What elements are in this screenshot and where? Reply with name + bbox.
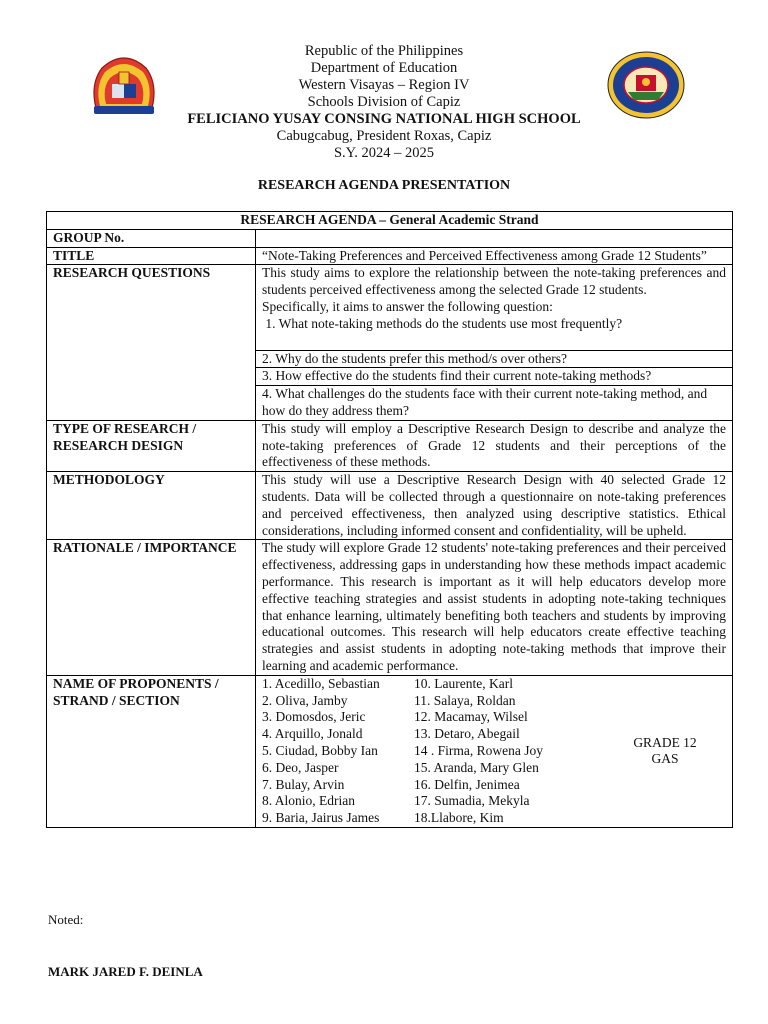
title-value: “Note-Taking Preferences and Perceived Effectiveness among Grade 12 Students” — [256, 247, 733, 265]
proponent-name: 4. Arquillo, Jonald — [262, 726, 363, 742]
noted-label: Noted: — [48, 912, 84, 927]
rq-intro: This study aims to explore the relationship between the note-taking preferences and students perceived effectiveness among the selected Grade 12 students. — [262, 265, 726, 298]
school-address: Cabugcabug, President Roxas, Capiz — [276, 128, 492, 144]
proponent-name: 5. Ciudad, Bobby Ian — [262, 742, 378, 758]
proponent-name: 16. Delfin, Jenimea — [414, 776, 520, 792]
proponent-name: 8. Alonio, Edrian — [262, 793, 355, 809]
methodology-label: METHODOLOGY — [47, 472, 256, 540]
proponent-name: 13. Detaro, Abegail — [414, 726, 520, 742]
header-line-3: Western Visayas – Region IV — [298, 77, 470, 93]
school-year: S.Y. 2024 – 2025 — [333, 145, 435, 161]
proponent-name: 1. Acedillo, Sebastian — [262, 675, 380, 691]
proponents-column-1 — [262, 676, 414, 827]
document-title: RESEARCH AGENDA PRESENTATION — [257, 178, 511, 193]
header-line-4: Schools Division of Capiz — [307, 94, 461, 110]
rq-spacer — [262, 333, 726, 350]
proponent-name: 11. Salaya, Roldan — [414, 692, 516, 708]
proponent-name: 10. Laurente, Karl — [414, 675, 513, 691]
rq-question-1: 1. What note-taking methods do the students use most frequently? — [262, 315, 623, 331]
group-label: GROUP No. — [47, 229, 256, 247]
strand-label: GAS — [651, 751, 679, 767]
table-row — [47, 229, 733, 247]
proponents-column-2 — [414, 676, 624, 827]
methodology-value: This study will use a Descriptive Research Design with 40 selected Grade 12 students. Data will be collected through a questionnaire on note-taking preferences and perceived effectiveness, then analyzed using descriptive statistics. Ethical considerations, including informed consent and confidentiality, will be upheld. — [256, 472, 733, 540]
rq-question-4: 4. What challenges do the students face with their current note-taking method, and how do they address them? — [256, 386, 733, 421]
rationale-label: RATIONALE / IMPORTANCE — [47, 540, 256, 675]
proponent-name: 9. Baria, Jairus James — [262, 810, 380, 826]
title-label: TITLE — [47, 247, 256, 265]
grade-section — [624, 676, 726, 827]
proponents-cell — [256, 675, 733, 827]
signer-name: MARK JARED F. DEINLA — [48, 964, 203, 979]
table-heading: RESEARCH AGENDA – General Academic Strand — [47, 212, 733, 230]
header-line-2: Department of Education — [310, 60, 458, 76]
rq-question-3: 3. How effective do the students find their current note-taking methods? — [256, 368, 733, 386]
proponent-name: 17. Sumadia, Mekyla — [414, 793, 530, 809]
rq-specific: Specifically, it aims to answer the following question: — [262, 298, 553, 314]
rationale-value: The study will explore Grade 12 students' note-taking preferences and their perceived effectiveness, addressing gaps in understanding how these methods impact academic performance. This research is important as it will help educators develop more effective teaching strategies and assist students in adopting note-taking techniques that enhance learning, ultimately benefiting both teachers and students by improving educational outcomes. This research will help educators create effective teaching strategies and assist students in adopting note-taking methods that improve their learning and academic performance. — [256, 540, 733, 675]
proponent-name: 14 . Firma, Rowena Joy — [414, 742, 543, 758]
proponent-name: 3. Domosdos, Jeric — [262, 709, 366, 725]
type-of-research-label: TYPE OF RESEARCH / RESEARCH DESIGN — [47, 420, 256, 471]
rq-question-2: 2. Why do the students prefer this method/s over others? — [256, 350, 733, 368]
grade-label: GRADE 12 — [633, 734, 697, 750]
proponent-name: 15. Aranda, Mary Glen — [414, 759, 539, 775]
table-row — [47, 472, 733, 540]
letterhead — [0, 43, 768, 162]
research-questions-label: RESEARCH QUESTIONS — [47, 265, 256, 420]
table-row — [47, 212, 733, 230]
table-row — [47, 675, 733, 827]
table-row — [47, 265, 733, 350]
proponent-name: 18.Llabore, Kim — [414, 810, 504, 826]
research-agenda-table — [46, 211, 733, 828]
type-of-research-value: This study will employ a Descriptive Research Design to describe and analyze the note-taking preferences of Grade 12 students and their perceptions of the effectiveness of these methods. — [256, 420, 733, 471]
proponent-name: 2. Oliva, Jamby — [262, 692, 348, 708]
table-row — [47, 247, 733, 265]
research-questions-intro-cell — [256, 265, 733, 350]
school-name: FELICIANO YUSAY CONSING NATIONAL HIGH SCHOOL — [187, 111, 581, 127]
proponent-name: 12. Macamay, Wilsel — [414, 709, 528, 725]
proponents-label: NAME OF PROPONENTS / STRAND / SECTION — [47, 675, 256, 827]
header-line-1: Republic of the Philippines — [304, 43, 464, 59]
table-row — [47, 540, 733, 675]
group-value — [256, 229, 733, 247]
proponent-name: 6. Deo, Jasper — [262, 759, 339, 775]
table-row — [47, 420, 733, 471]
proponent-name: 7. Bulay, Arvin — [262, 776, 345, 792]
